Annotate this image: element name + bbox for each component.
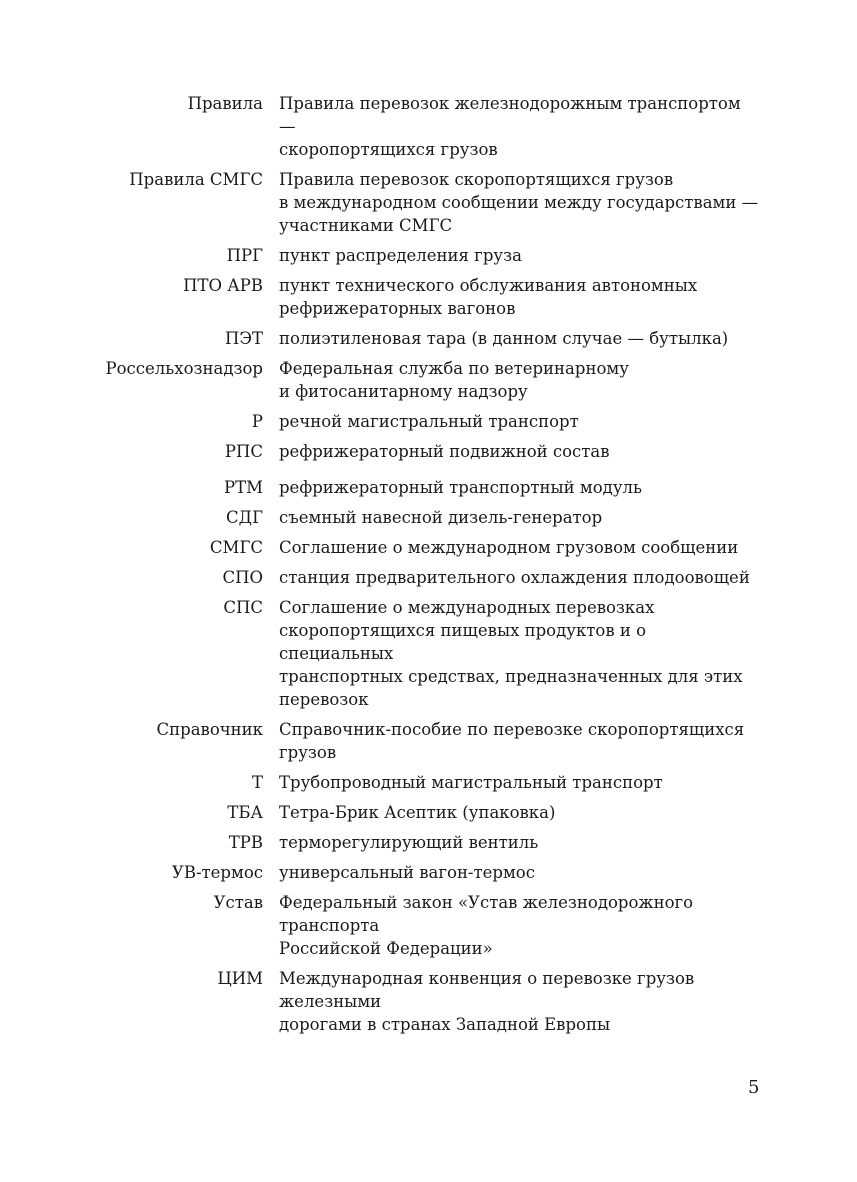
abbreviation-term: ЦИМ: [217, 969, 263, 988]
abbreviation-definition: станция предварительного охлаждения плодоовощей: [279, 568, 750, 587]
abbreviation-entry: [0, 967, 857, 1036]
abbreviation-entry: [0, 357, 857, 403]
abbreviation-definition: Соглашение о международных перевозках скоропортящихся пищевых продуктов и о специальных транспортных средствах, предназначенных для этих перевозок: [279, 598, 743, 709]
abbreviation-entry: [0, 536, 857, 559]
abbreviation-definition: пункт технического обслуживания автономных рефрижераторных вагонов: [279, 276, 698, 318]
abbreviation-term: СДГ: [226, 508, 263, 527]
abbreviation-list: [0, 92, 857, 1036]
abbreviation-term: СПС: [223, 598, 263, 617]
abbreviation-term: Т: [251, 773, 263, 792]
abbreviation-definition: Международная конвенция о перевозке грузов железными дорогами в странах Западной Европы: [279, 969, 695, 1034]
abbreviation-entry: [0, 506, 857, 529]
abbreviation-term: Правила: [187, 94, 263, 113]
abbreviation-term: ТБА: [227, 803, 263, 822]
abbreviation-term: ПРГ: [226, 246, 263, 265]
abbreviation-term: Устав: [213, 893, 263, 912]
abbreviation-entry: [0, 831, 857, 854]
abbreviation-definition: Федеральный закон «Устав железнодорожного транспорта Российской Федерации»: [279, 893, 694, 958]
abbreviation-definition: Правила перевозок железнодорожным транспортом — скоропортящихся грузов: [279, 94, 741, 159]
abbreviation-definition: Соглашение о международном грузовом сообщении: [279, 538, 739, 557]
abbreviation-entry: [0, 410, 857, 433]
abbreviation-definition: Справочник-пособие по перевозке скоропортящихся грузов: [279, 720, 745, 762]
abbreviation-entry: [0, 861, 857, 884]
abbreviation-definition: полиэтиленовая тара (в данном случае — бутылка): [279, 329, 729, 348]
abbreviation-term: Россельхознадзор: [105, 359, 263, 378]
abbreviation-term: СПО: [222, 568, 263, 587]
abbreviation-term: ПЭТ: [224, 329, 263, 348]
abbreviation-term: ТРВ: [228, 833, 263, 852]
abbreviation-term: Р: [251, 412, 263, 431]
abbreviation-definition: рефрижераторный транспортный модуль: [279, 478, 642, 497]
abbreviation-entry: [0, 771, 857, 794]
abbreviation-entry: [0, 274, 857, 320]
abbreviation-entry: [0, 596, 857, 711]
abbreviation-term: РТМ: [223, 478, 263, 497]
abbreviation-entry: [0, 801, 857, 824]
abbreviation-definition: универсальный вагон-термос: [279, 863, 535, 882]
abbreviation-entry: [0, 891, 857, 960]
abbreviation-entry: [0, 327, 857, 350]
abbreviation-entry: [0, 168, 857, 237]
abbreviation-definition: рефрижераторный подвижной состав: [279, 442, 610, 461]
abbreviation-term: СМГС: [209, 538, 263, 557]
abbreviation-term: Справочник: [156, 720, 263, 739]
abbreviation-term: УВ-термос: [171, 863, 263, 882]
abbreviation-entry: [0, 476, 857, 499]
abbreviation-definition: съемный навесной дизель-генератор: [279, 508, 603, 527]
abbreviation-term: Правила СМГС: [129, 170, 263, 189]
abbreviation-definition: Федеральная служба по ветеринарному и фитосанитарному надзору: [279, 359, 629, 401]
abbreviation-definition: Правила перевозок скоропортящихся грузов в международном сообщении между государствами — участниками СМГС: [279, 170, 759, 235]
abbreviation-entry: [0, 440, 857, 463]
abbreviation-definition: терморегулирующий вентиль: [279, 833, 539, 852]
page-number: 5: [748, 1077, 760, 1098]
abbreviation-definition: речной магистральный транспорт: [279, 412, 579, 431]
abbreviation-entry: [0, 244, 857, 267]
abbreviation-definition: Тетра-Брик Асептик (упаковка): [279, 803, 556, 822]
abbreviation-term: ПТО АРВ: [183, 276, 263, 295]
abbreviation-definition: пункт распределения груза: [279, 246, 522, 265]
abbreviation-definition: Трубопроводный магистральный транспорт: [279, 773, 663, 792]
abbreviation-entry: [0, 718, 857, 764]
abbreviation-term: РПС: [224, 442, 263, 461]
abbreviation-entry: [0, 566, 857, 589]
abbreviation-entry: [0, 92, 857, 161]
